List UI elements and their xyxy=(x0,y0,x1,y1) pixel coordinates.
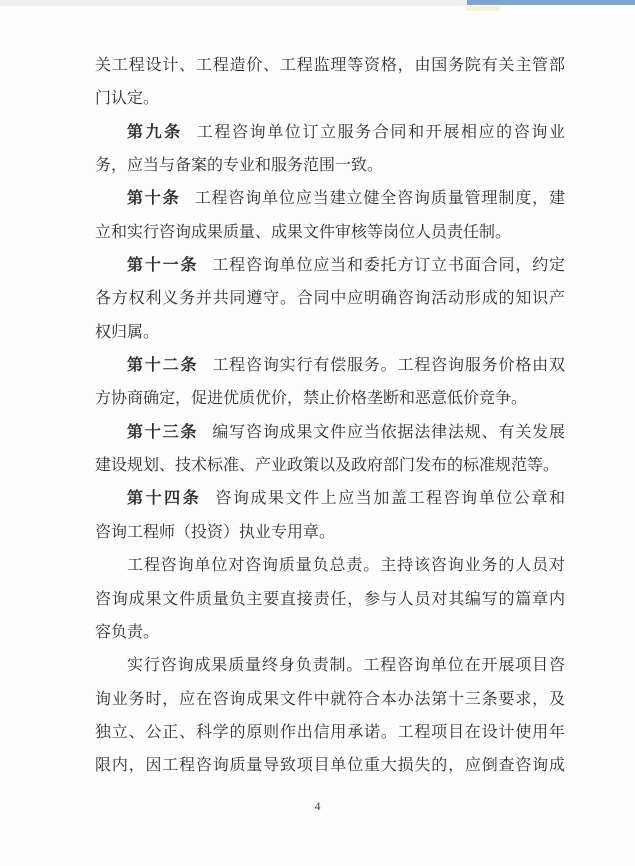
line-text: 编写咨询成果文件应当依据法律法规、有关发展 xyxy=(212,423,565,441)
text-line: 立和实行咨询成果质量、成果文件审核等岗位人员责任制。 xyxy=(95,223,512,241)
scan-top-blue-bar xyxy=(467,0,635,5)
page-number: 4 xyxy=(314,799,321,813)
text-line: 实行咨询成果质量终身负责制。工程咨询单位在开展项目咨 xyxy=(127,657,565,675)
line-text: 工程咨询单位应当建立健全咨询质量管理制度，建 xyxy=(194,190,565,208)
text-line xyxy=(95,482,565,515)
text-line: 权归属。 xyxy=(95,323,160,341)
article-number: 第十二条 xyxy=(127,357,199,375)
text-line: 关工程设计、工程造价、工程监理等资格，由国务院有关主管部 xyxy=(95,57,565,74)
text-line xyxy=(95,182,565,215)
article-number: 第十四条 xyxy=(127,490,202,508)
text-line: 咨询工程师（投资）执业专用章。 xyxy=(95,523,336,541)
document-body xyxy=(95,49,565,783)
text-line: 务，应当与备案的专业和服务范围一致。 xyxy=(95,157,384,175)
text-line xyxy=(95,349,565,382)
line-text: 工程咨询单位订立服务合同和开展相应的咨询业 xyxy=(196,123,565,141)
article-number: 第九条 xyxy=(127,123,183,141)
text-line: 咨询成果文件质量负主要直接责任，参与人员对其编写的篇章内 xyxy=(95,590,565,608)
line-text: 工程咨询实行有偿服务。工程咨询服务价格由双 xyxy=(212,357,565,375)
text-line xyxy=(95,116,565,149)
text-line: 独立、公正、科学的原则作出信用承诺。工程项目在设计使用年 xyxy=(95,723,565,741)
text-line: 限内，因工程咨询质量导致项目单位重大损失的，应倒查咨询成 xyxy=(95,757,565,775)
text-line: 门认定。 xyxy=(95,90,160,108)
article-number: 第十一条 xyxy=(127,257,199,275)
text-line: 容负责。 xyxy=(95,623,160,641)
line-text: 咨询成果文件上应当加盖工程咨询单位公章和 xyxy=(215,490,565,508)
line-text: 工程咨询单位应当和委托方订立书面合同，约定 xyxy=(212,257,565,275)
scan-top-strip xyxy=(0,0,467,6)
text-line: 建设规划、技术标准、产业政策以及政府部门发布的标准规范等。 xyxy=(95,457,560,475)
text-line xyxy=(95,249,565,282)
text-line xyxy=(95,416,565,449)
text-line: 方协商确定，促进优质优价，禁止价格垄断和恶意低价竞争。 xyxy=(95,390,528,408)
text-line: 询业务时，应在咨询成果文件中就符合本办法第十三条要求，及 xyxy=(95,690,565,708)
scan-highlight-smudge xyxy=(466,6,500,11)
text-line: 工程咨询单位对咨询质量负总责。主持该咨询业务的人员对 xyxy=(127,557,565,575)
text-line: 各方权利义务并共同遵守。合同中应明确咨询活动形成的知识产 xyxy=(95,290,565,308)
article-number: 第十三条 xyxy=(127,423,199,441)
article-number: 第十条 xyxy=(127,190,181,208)
